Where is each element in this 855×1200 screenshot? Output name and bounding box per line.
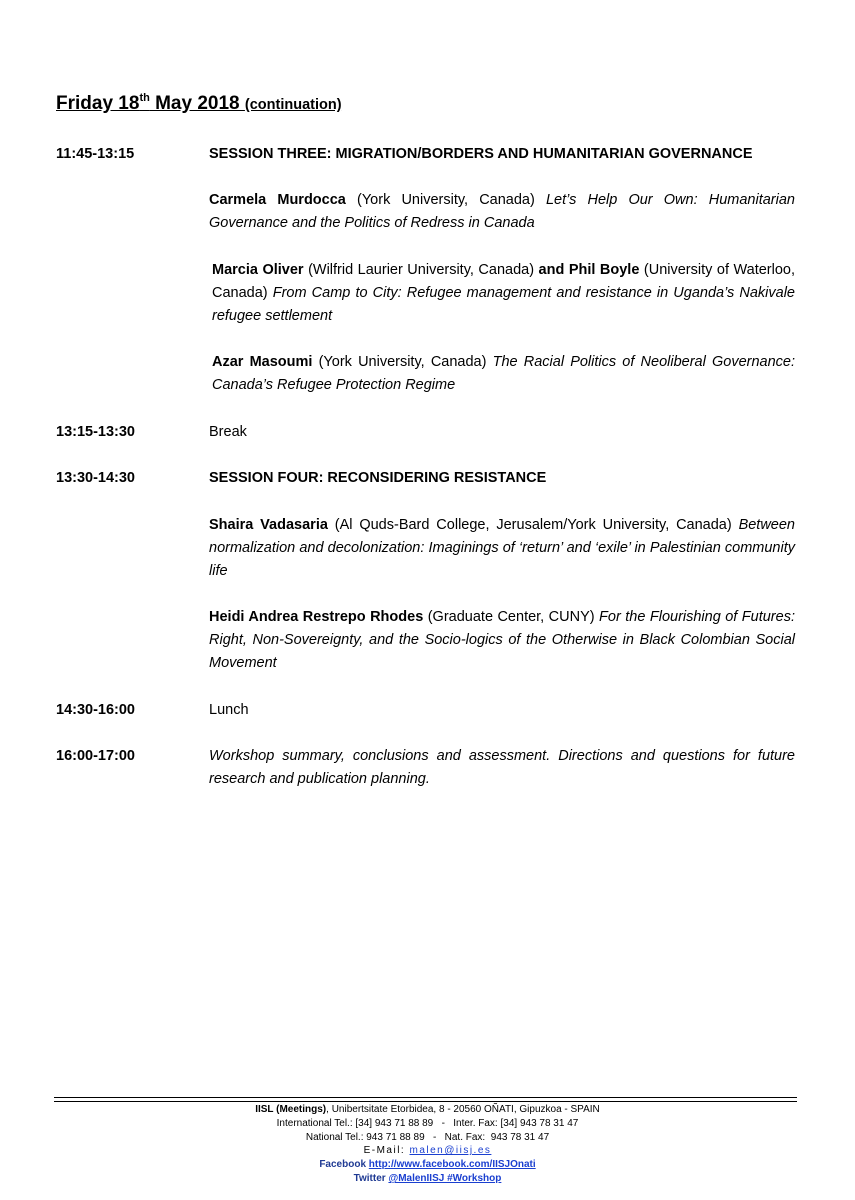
paper-entry bbox=[212, 259, 795, 328]
session-title: SESSION FOUR: RECONSIDERING RESISTANCE bbox=[209, 470, 547, 486]
paper-entry bbox=[209, 189, 795, 235]
author-affiliation: (York University, Canada) bbox=[345, 192, 546, 208]
workshop-summary: Workshop summary, conclusions and assessment. Directions and questions for future research and publication planning. bbox=[209, 748, 795, 787]
footer-facebook-label: Facebook bbox=[319, 1159, 369, 1171]
paper-title: For the Flourishing of Futures: Right, Non-Sovereignty, and the Socio-logics of the Otherwise in Black Colombian Social Movement bbox=[209, 609, 795, 671]
paper-entry bbox=[212, 351, 795, 397]
paper-entry bbox=[209, 514, 795, 583]
author-name: Heidi Andrea Restrepo Rhodes bbox=[209, 609, 424, 625]
footer-email-link[interactable]: malen@iisj.es bbox=[409, 1145, 492, 1157]
author-affiliation: (York University, Canada) bbox=[312, 354, 493, 370]
heading-month-year: May 2018 bbox=[149, 93, 245, 114]
session-title: SESSION THREE: MIGRATION/BORDERS AND HUMANITARIAN GOVERNANCE bbox=[209, 146, 753, 162]
footer-divider-thin bbox=[54, 1101, 797, 1102]
author-affiliation: (Graduate Center, CUNY) bbox=[423, 609, 600, 625]
time-slot: 13:30-14:30 bbox=[56, 470, 135, 486]
footer-twitter-label: Twitter bbox=[353, 1172, 389, 1184]
footer-address: , Unibertsitate Etorbidea, 8 - 20560 OÑATI, Gipuzkoa - SPAIN bbox=[326, 1104, 600, 1115]
paper-entry bbox=[209, 606, 795, 675]
time-slot: 13:15-13:30 bbox=[56, 424, 135, 440]
author-name: Shaira Vadasaria bbox=[209, 517, 328, 533]
paper-title: The Racial Politics of Neoliberal Governance: Canada’s Refugee Protection Regime bbox=[212, 354, 795, 393]
footer-twitter-line bbox=[0, 1172, 855, 1186]
time-slot: 11:45-13:15 bbox=[56, 146, 135, 162]
footer bbox=[0, 1103, 855, 1186]
footer-org: IISL (Meetings) bbox=[255, 1104, 327, 1115]
author-name: Marcia Oliver bbox=[212, 262, 304, 278]
time-slot: 14:30-16:00 bbox=[56, 702, 135, 718]
paper-title: Let’s Help Our Own: Humanitarian Governance and the Politics of Redress in Canada bbox=[209, 192, 795, 231]
footer-national: National Tel.: 943 71 88 89 - Nat. Fax: 943 78 31 47 bbox=[305, 1131, 550, 1143]
heading-day-suffix: th bbox=[139, 92, 150, 104]
page-heading bbox=[56, 92, 342, 116]
lunch-label: Lunch bbox=[209, 702, 249, 718]
heading-note: (continuation) bbox=[244, 97, 342, 113]
co-author-affiliation: (University of Waterloo, Canada) bbox=[212, 262, 795, 301]
footer-address-line bbox=[0, 1103, 855, 1117]
footer-facebook-link[interactable]: http://www.facebook.com/IISJOnati bbox=[368, 1159, 536, 1171]
co-author-name: and Phil Boyle bbox=[538, 262, 640, 278]
footer-facebook-line bbox=[0, 1158, 855, 1172]
time-slot: 16:00-17:00 bbox=[56, 748, 135, 764]
author-name: Carmela Murdocca bbox=[209, 192, 346, 208]
footer-divider bbox=[54, 1097, 797, 1098]
paper-title: Between normalization and decolonization: Imaginings of ‘return’ and ‘exile’ in Palestinian community life bbox=[209, 517, 795, 579]
author-affiliation: (Al Quds-Bard College, Jerusalem/York University, Canada) bbox=[327, 517, 739, 533]
author-affiliation: (Wilfrid Laurier University, Canada) bbox=[303, 262, 539, 278]
footer-international: International Tel.: [34] 943 71 88 89 - Inter. Fax: [34] 943 78 31 47 bbox=[276, 1117, 579, 1129]
author-name: Azar Masoumi bbox=[212, 354, 313, 370]
footer-email-label: E-Mail: bbox=[363, 1145, 410, 1157]
footer-twitter-link[interactable]: @MalenIISJ #Workshop bbox=[388, 1172, 502, 1184]
footer-email-line bbox=[0, 1144, 855, 1158]
paper-title: From Camp to City: Refugee management and resistance in Uganda’s Nakivale refugee settlement bbox=[212, 285, 796, 324]
break-label: Break bbox=[209, 424, 247, 440]
heading-day: Friday 18 bbox=[56, 93, 140, 114]
